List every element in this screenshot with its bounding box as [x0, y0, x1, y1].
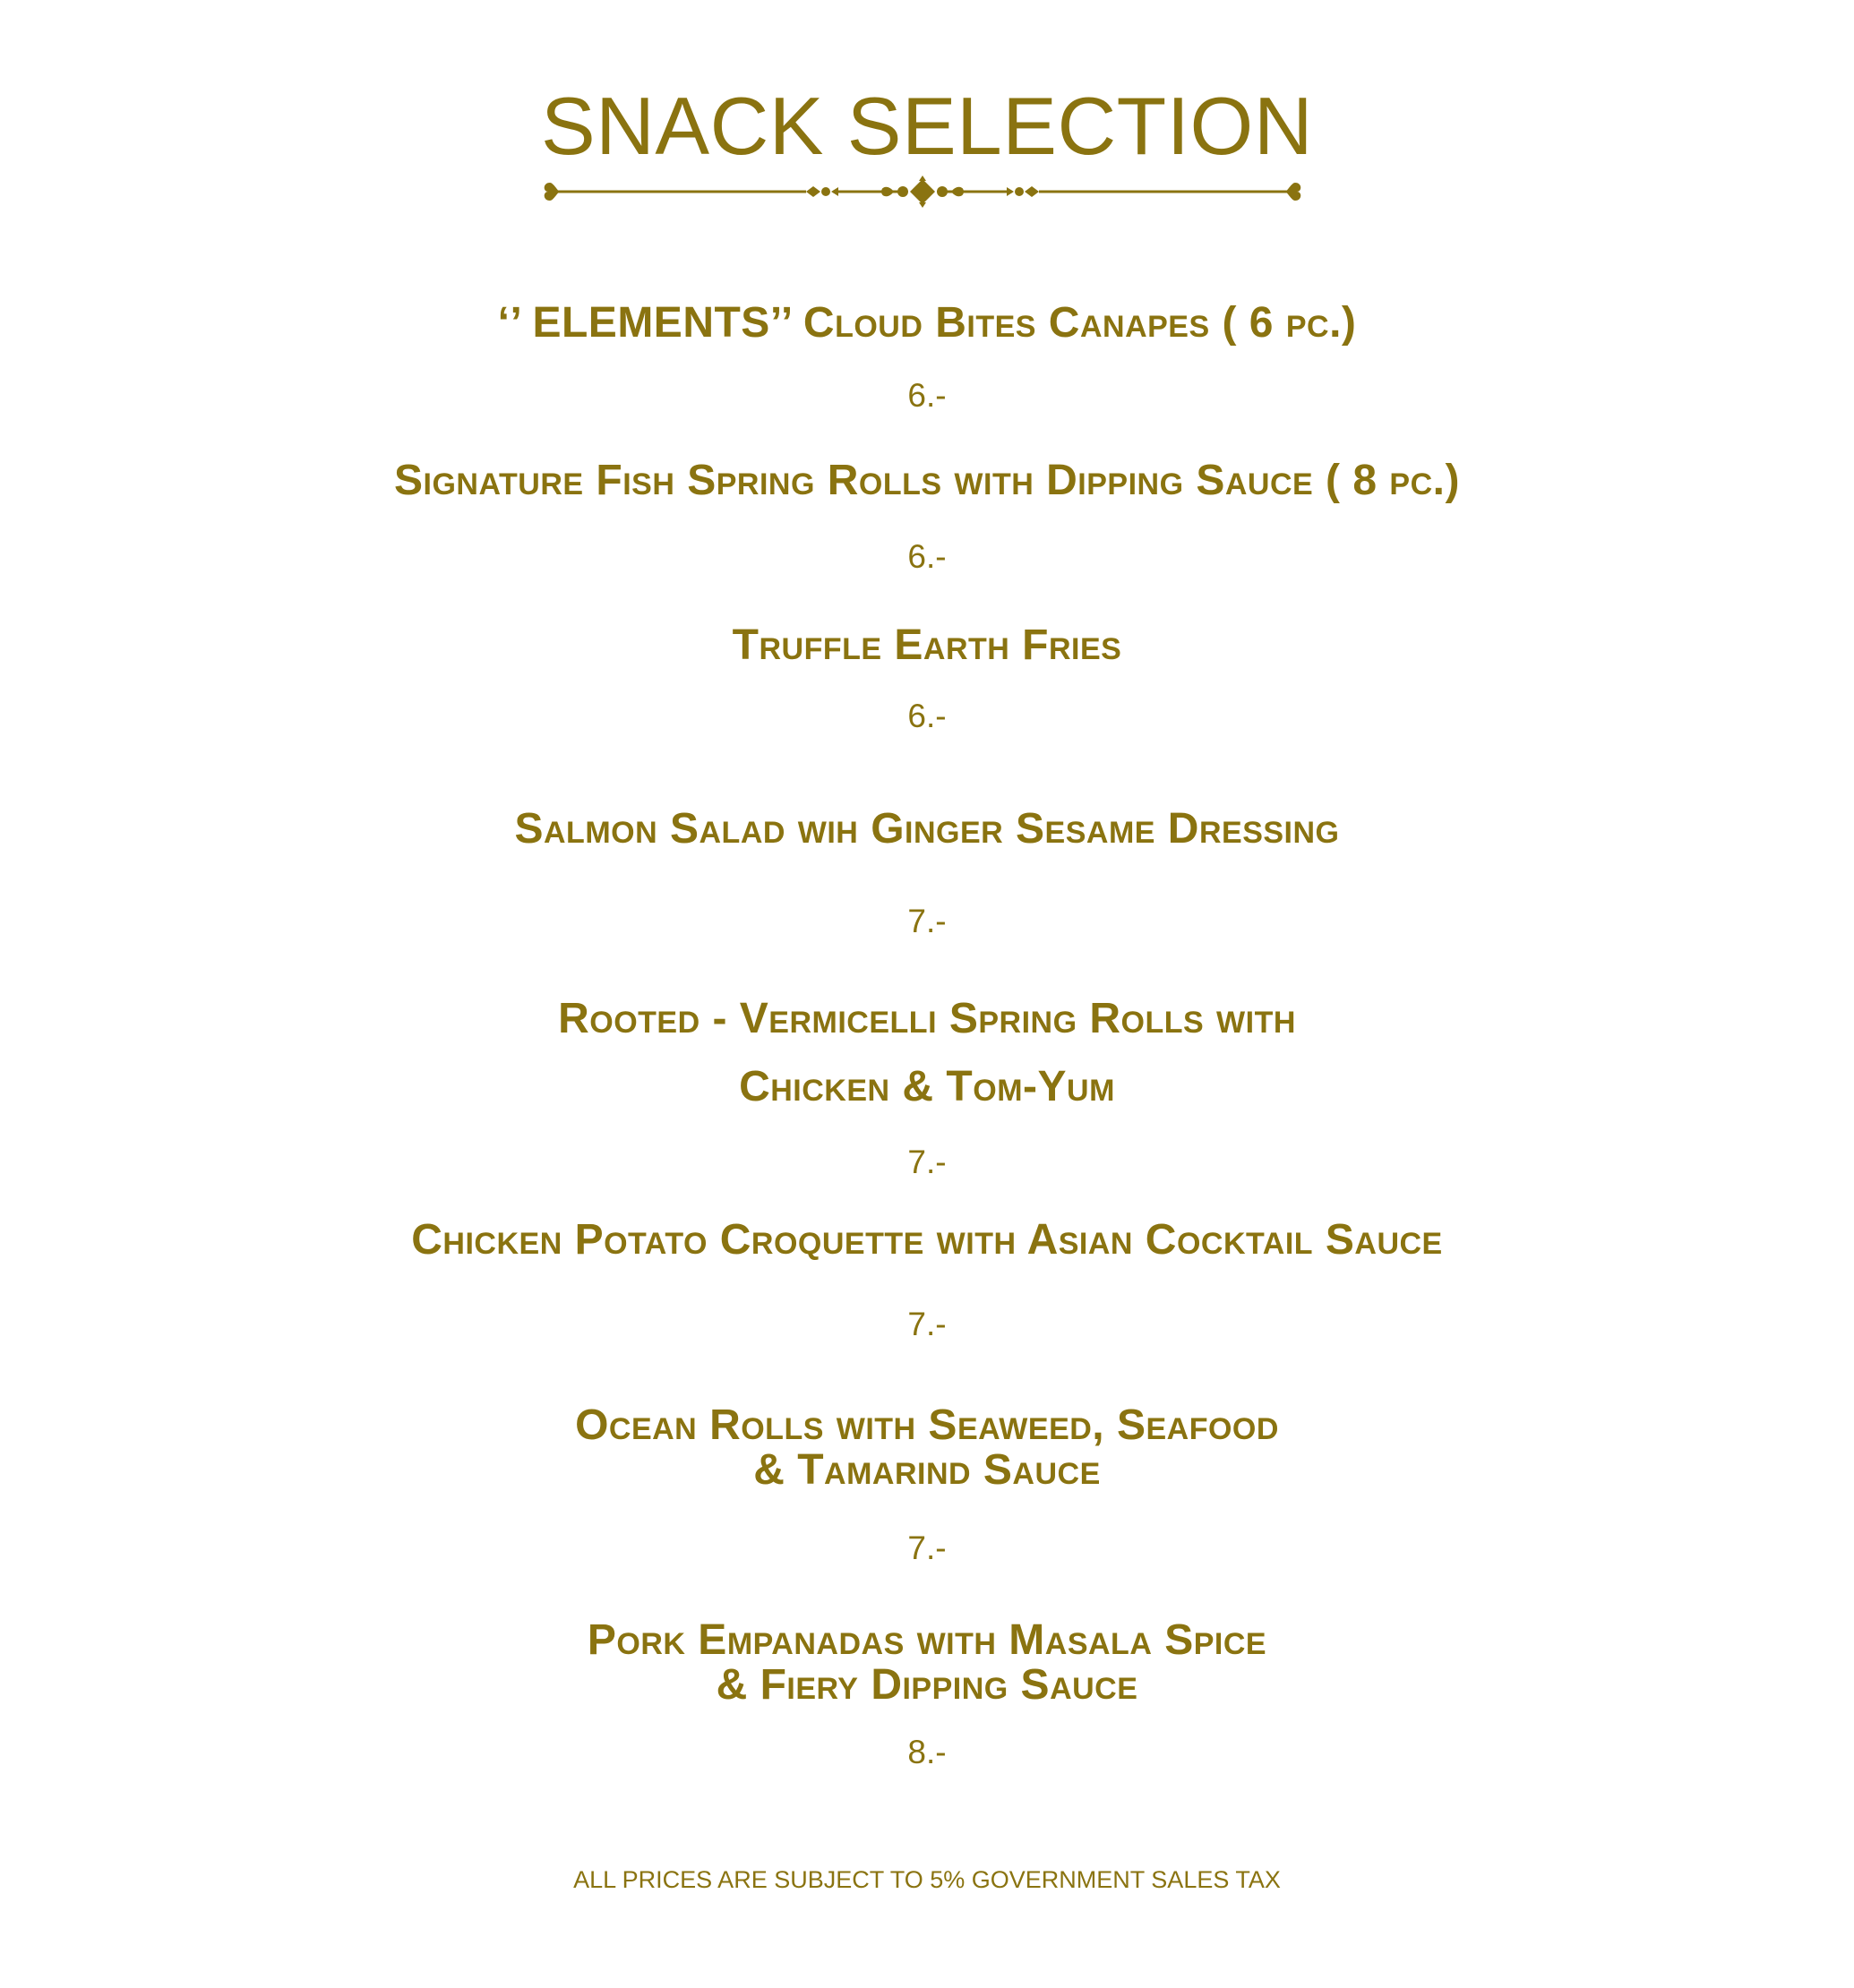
menu-item-name: Salmon Salad wih Ginger Sesame Dressing	[514, 805, 1340, 853]
menu-item-price: 7.-	[907, 1530, 947, 1566]
menu-item-price: 6.-	[907, 377, 947, 414]
menu-item-name: Pork Empanadas with Masala Spice & Fiery Dipping Sauce	[587, 1616, 1267, 1709]
menu-item-price: 8.-	[907, 1734, 947, 1770]
menu-item-price: 7.-	[907, 903, 947, 939]
menu-item-name: Ocean Rolls with Seaweed, Seafood & Tamarind Sauce	[575, 1401, 1279, 1494]
tax-notice: ALL PRICES ARE SUBJECT TO 5% GOVERNMENT SALES TAX	[573, 1866, 1281, 1893]
menu-item-price: 7.-	[907, 1144, 947, 1180]
menu-item-name: Truffle Earth Fries	[732, 621, 1122, 669]
menu-item-price: 6.-	[907, 538, 947, 575]
menu-item-name: Rooted - Vermicelli Spring Rolls with Chicken & Tom-Yum	[558, 995, 1296, 1110]
menu-item-name: ‘’ ELEMENTS’’ Cloud Bites Canapes ( 6 pc.)	[497, 299, 1357, 347]
menu-item-name: Chicken Potato Croquette with Asian Cocktail Sauce	[411, 1216, 1443, 1264]
menu-item-price: 6.-	[907, 698, 947, 734]
ornamental-divider	[537, 176, 1308, 208]
menu-item-name: Signature Fish Spring Rolls with Dipping Sauce ( 8 pc.)	[394, 457, 1460, 504]
page-title: SNACK SELECTION	[540, 81, 1314, 172]
menu-item-price: 7.-	[907, 1306, 947, 1342]
